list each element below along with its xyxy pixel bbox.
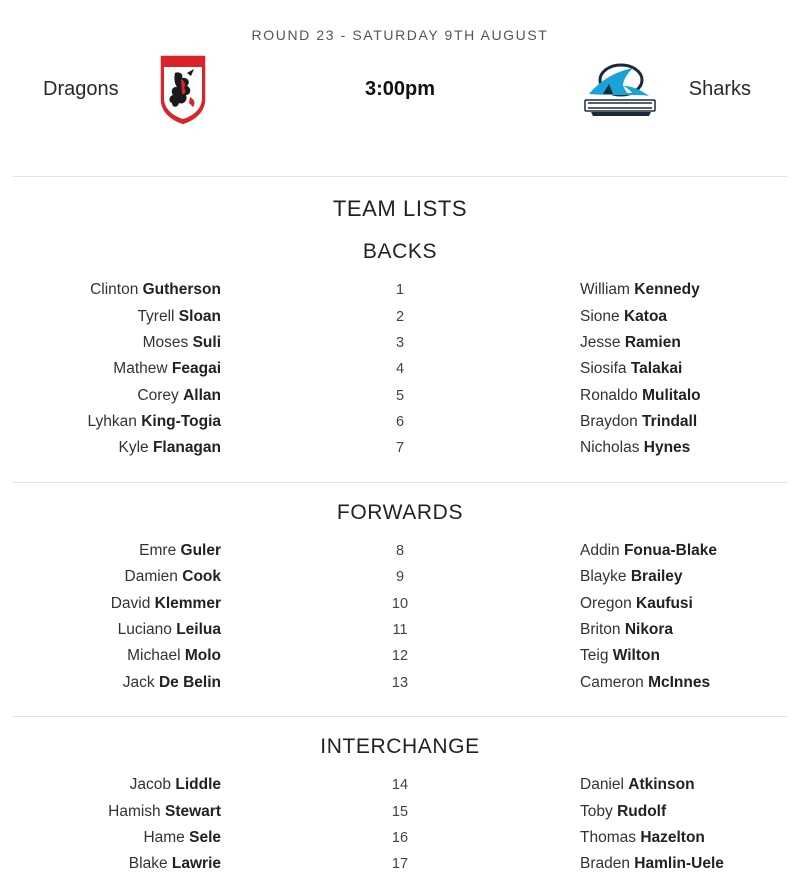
home-player[interactable]: Lyhkan King-Togia <box>87 413 221 430</box>
player-row <box>0 619 800 641</box>
round-date: ROUND 23 - SATURDAY 9TH AUGUST <box>251 27 549 43</box>
home-player[interactable]: Tyrell Sloan <box>137 308 221 325</box>
away-team-name[interactable]: Sharks <box>688 78 751 100</box>
home-player[interactable]: Blake Lawrie <box>128 855 221 872</box>
home-player[interactable]: David Klemmer <box>110 595 221 612</box>
away-player[interactable]: Blayke Brailey <box>580 568 683 585</box>
away-player[interactable]: Sione Katoa <box>580 308 668 325</box>
player-row <box>0 853 800 875</box>
player-row <box>0 385 800 407</box>
home-player[interactable]: Hame Sele <box>143 829 221 846</box>
jersey-number: 10 <box>391 596 409 612</box>
away-player[interactable]: Cameron McInnes <box>580 674 711 691</box>
jersey-number: 14 <box>391 777 409 793</box>
section-heading: FORWARDS <box>336 501 464 524</box>
player-row <box>0 358 800 380</box>
player-row <box>0 827 800 849</box>
home-player[interactable]: Hamish Stewart <box>108 803 221 820</box>
team-lists-title: TEAM LISTS <box>332 196 468 221</box>
header-divider <box>13 176 788 177</box>
home-player[interactable]: Jacob Liddle <box>129 776 221 793</box>
away-player[interactable]: Addin Fonua-Blake <box>580 542 717 559</box>
jersey-number: 4 <box>395 361 405 377</box>
home-player[interactable]: Damien Cook <box>124 568 221 585</box>
player-row <box>0 437 800 459</box>
player-row <box>0 411 800 433</box>
away-player[interactable]: Braden Hamlin-Uele <box>580 855 724 872</box>
jersey-number: 12 <box>391 648 409 664</box>
player-row <box>0 801 800 823</box>
jersey-number: 7 <box>395 440 405 456</box>
away-player[interactable]: Jesse Ramien <box>580 334 681 351</box>
player-row <box>0 645 800 667</box>
away-player[interactable]: Braydon Trindall <box>580 413 698 430</box>
home-player[interactable]: Kyle Flanagan <box>118 439 221 456</box>
away-player[interactable]: William Kennedy <box>580 281 700 298</box>
away-player[interactable]: Oregon Kaufusi <box>580 595 693 612</box>
jersey-number: 11 <box>392 622 408 638</box>
section-divider <box>13 482 788 483</box>
jersey-number: 9 <box>395 569 405 585</box>
home-player[interactable]: Luciano Leilua <box>117 621 221 638</box>
jersey-number: 8 <box>395 543 405 559</box>
player-row <box>0 672 800 694</box>
home-team-name[interactable]: Dragons <box>43 78 119 100</box>
cronulla-sutherland-sharks-logo-icon[interactable] <box>583 60 657 122</box>
player-row <box>0 566 800 588</box>
away-player[interactable]: Daniel Atkinson <box>580 776 695 793</box>
player-row <box>0 540 800 562</box>
jersey-number: 1 <box>395 282 405 298</box>
away-player[interactable]: Teig Wilton <box>580 647 660 664</box>
home-player[interactable]: Jack De Belin <box>122 674 221 691</box>
jersey-number: 6 <box>395 414 405 430</box>
home-player[interactable]: Michael Molo <box>127 647 221 664</box>
jersey-number: 15 <box>391 804 409 820</box>
away-player[interactable]: Briton Nikora <box>580 621 674 638</box>
player-row <box>0 306 800 328</box>
away-player[interactable]: Nicholas Hynes <box>580 439 691 456</box>
jersey-number: 2 <box>395 309 405 325</box>
jersey-number: 13 <box>391 675 409 691</box>
player-row <box>0 279 800 301</box>
jersey-number: 5 <box>395 388 405 404</box>
home-player[interactable]: Clinton Gutherson <box>90 281 221 298</box>
player-row <box>0 332 800 354</box>
home-player[interactable]: Moses Suli <box>142 334 221 351</box>
section-divider <box>13 716 788 717</box>
jersey-number: 17 <box>391 856 409 872</box>
jersey-number: 16 <box>391 830 409 846</box>
jersey-number: 3 <box>395 335 405 351</box>
section-heading: BACKS <box>362 240 438 263</box>
home-player[interactable]: Emre Guler <box>139 542 221 559</box>
kickoff-time: 3:00pm <box>364 78 436 100</box>
away-player[interactable]: Thomas Hazelton <box>580 829 705 846</box>
player-row <box>0 774 800 796</box>
home-player[interactable]: Corey Allan <box>137 387 221 404</box>
home-player[interactable]: Mathew Feagai <box>113 360 221 377</box>
away-player[interactable]: Siosifa Talakai <box>580 360 683 377</box>
away-player[interactable]: Ronaldo Mulitalo <box>580 387 701 404</box>
section-heading: INTERCHANGE <box>320 735 480 758</box>
player-row <box>0 593 800 615</box>
away-player[interactable]: Toby Rudolf <box>580 803 667 820</box>
